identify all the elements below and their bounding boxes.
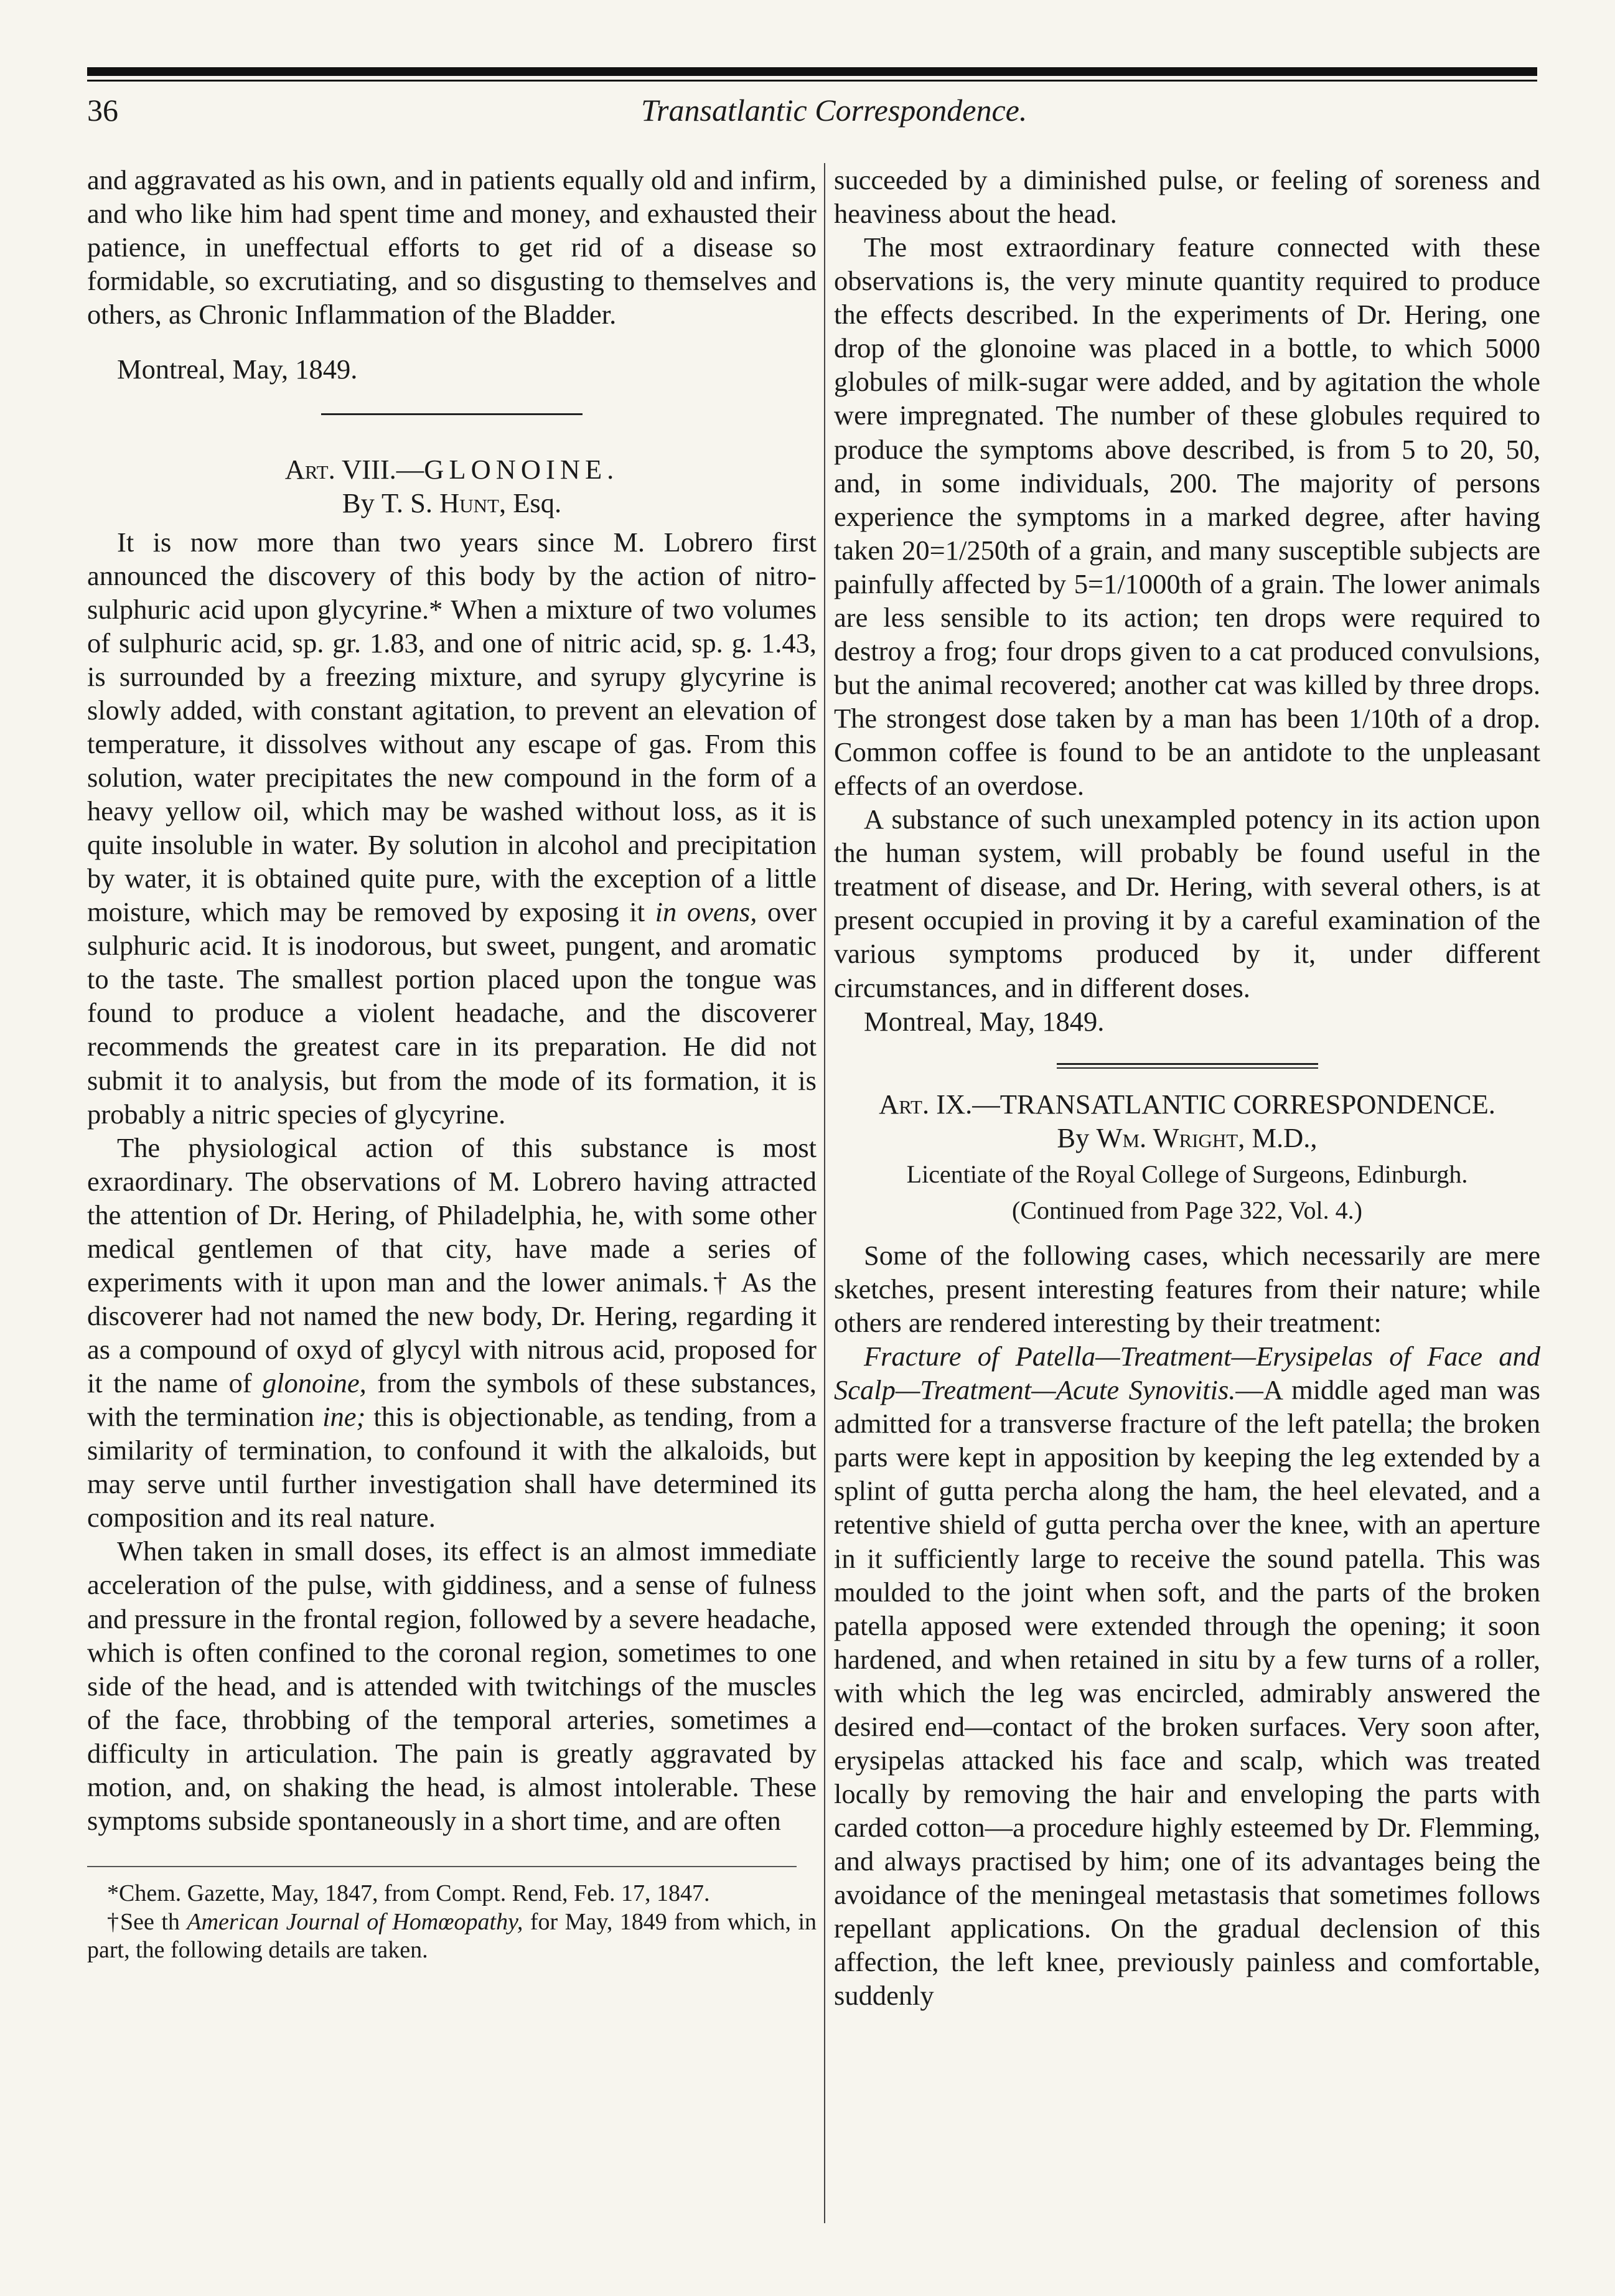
dateline: Montreal, May, 1849.: [864, 1005, 1105, 1037]
page-number: 36: [87, 93, 118, 128]
author-name: Wm. Wright: [1096, 1122, 1238, 1153]
byline-suffix: , Esq.: [499, 487, 562, 519]
byline-prefix: By: [342, 487, 382, 519]
byline-prefix: By: [1057, 1122, 1097, 1153]
fraction: 1/1000: [1103, 568, 1181, 599]
author-name: T. S. Hunt: [381, 487, 499, 519]
case-heading: Fracture of Patella—Treatment—Erysipelas of Face and Scalp—Treatment—Acute Synovitis.: [834, 1341, 1540, 1406]
header-rule: [87, 67, 1537, 76]
article-heading: [87, 452, 817, 486]
footnote: [87, 1908, 817, 1965]
left-column: [87, 163, 817, 2223]
article-title: GLONOINE.: [424, 454, 619, 485]
article-separator: [321, 413, 583, 415]
text-run: for May, 1849 from which, in part, the following details are taken.: [87, 1908, 817, 1964]
paragraph: [834, 1339, 1540, 2012]
text-run: from the symbols of these substances, with the termination: [87, 1367, 817, 1433]
paragraph: A substance of such unexampled potency in its action upon the human system, will probably be found useful in the treatment of disease, and Dr. Hering, with several others, is at present occupied in proving it by a careful examination of the various symptoms produced by it, under different circumstances, and in different doses.: [834, 804, 1540, 1003]
byline: [834, 1121, 1540, 1155]
text-run: It is now more than two years since M. Lobrero first announced the discovery of this body by the action of nitro-sulphuric acid upon glycyrine.* When a mixture of two volumes of sulphuric acid, sp. gr. 1.83, and one of nitric acid, sp. g. 1.43, is surrounded by a freezing mixture, and syrupy glycyrine is slowly added, with constant agitation, to prevent an elevation of temperature, it dissolves without any escape of gas. From this solution, water precipitates the new compound in the form of a heavy yellow oil, which may be washed without loss, as it is quite insoluble in water. By solution in alcohol and precipitation by water, it is obtained quite pure, with the exception of a little moisture, which may be removed by exposing it: [87, 526, 817, 928]
header-rule-thin: [87, 80, 1537, 82]
article-label: Art. VIII.—: [284, 454, 424, 485]
continued-note: (Continued from Page 322, Vol. 4.): [1012, 1196, 1362, 1225]
text-run: th of a grain, and many susceptible subjects are painfully affected by 5=: [834, 534, 1540, 599]
article-separator: [1057, 1063, 1318, 1065]
paragraph: Some of the following cases, which necessarily are mere sketches, present interesting features from their nature; while others are rendered interesting by their treatment:: [834, 1239, 1540, 1339]
text-run: th of a drop. Common coffee is found to be an antidote to the unpleasant effects of an overdose.: [834, 703, 1540, 802]
italic-run: American Journal of Homœopathy,: [187, 1908, 523, 1935]
paragraph: succeeded by a diminished pulse, or feeling of soreness and heaviness about the head.: [834, 164, 1540, 230]
fraction: 1/10: [1348, 703, 1398, 734]
dateline: Montreal, May, 1849.: [117, 354, 358, 385]
paragraph: [87, 1131, 817, 1535]
article-heading: [834, 1087, 1540, 1121]
footnote: *Chem. Gazette, May, 1847, from Compt. Rend, Feb. 17, 1847.: [107, 1880, 710, 1906]
text-run: —A middle aged man was admitted for a transverse fracture of the left patella; the broken parts were kept in apposition by keeping the leg extended by a splint of gutta percha along the ham, the heel elevated, and a retentive shield of gutta percha over the knee, with an aperture in it sufficiently large to receive the sound patella. This was moulded to the joint when soft, and the parts of the broken patella apposed were extended through the opening; it soon hardened, and when retained in situ by a few turns of a roller, with which the leg was encircled, admirably answered the desired end—contact of the broken surfaces. Very soon after, erysipelas attacked his face and scalp, which was treated locally by removing the hair and enveloping the parts with carded cotton—a procedure highly esteemed by Dr. Flemming, and always practised by him; one of its advantages being the avoidance of the meningeal metastasis that sometimes follows repellant applications. On the gradual declension of this affection, the left knee, previously painless and comfortable, suddenly: [834, 1374, 1540, 2012]
article-title: TRANSATLANTIC CORRESPONDENCE.: [999, 1088, 1496, 1120]
italic-run: ine;: [322, 1401, 366, 1433]
paragraph: [87, 525, 817, 1131]
text-run: The physiological action of this substance is most exraordinary. The observations of M. Lobrero having attracted the attention of Dr. Hering, of Philadelphia, he, with some other medical gentlemen of that city, have made a series of experiments with it upon man and the lower animals.† As the discoverer had not named the new body, Dr. Hering, regarding it as a compound of oxyd of glycyl with nitrous acid, proposed for it the name of: [87, 1132, 817, 1399]
italic-run: in ovens,: [655, 896, 757, 928]
paragraph: and aggravated as his own, and in patients equally old and infirm, and who like him had spent time and money, and exhausted their patience, in uneffectual efforts to get rid of a disease so formidable, so excrutiating, and so disgusting to themselves and others, as Chronic Inflammation of the Bladder.: [87, 164, 817, 330]
text-run: th of a grain. The lower animals are less sensible to its action; ten drops were required to destroy a frog; four drops given to a cat produced convulsions, but the animal recovered; another cat was killed by three drops. The strongest dose taken by a man has been: [834, 568, 1540, 734]
text-run: over sulphuric acid. It is inodorous, but sweet, pungent, and aromatic to the taste. The smallest portion placed upon the tongue was found to produce a violent headache, and the discoverer recommends the greatest care in its preparation. He did not submit it to analysis, but from the mode of its formation, it is probably a nitric species of glycyrine.: [87, 896, 817, 1130]
footnote-rule: [87, 1866, 797, 1867]
text-run: †See th: [107, 1908, 180, 1935]
running-title: Transatlantic Correspondence.: [641, 93, 1028, 128]
italic-run: glonoine,: [262, 1367, 367, 1399]
text-run: The most extraordinary feature connected with these observations is, the very minute quantity required to produce the effects described. In the experiments of Dr. Hering, one drop of the glonoine was placed in a bottle, to which 5000 globules of milk-sugar were added, and by agitation the whole were impregnated. The number of these globules required to produce the symptoms above described, is from 5 to 20, 50, and, in some individuals, 200. The majority of persons experience the symptoms in a marked degree, after having taken 20=: [834, 232, 1540, 566]
text-run: this is objectionable, as tending, from a similarity of termination, to confound it with the alkaloids, but may serve until further investigation shall have determined its composition and its real nature.: [87, 1401, 817, 1534]
author-credentials: Licentiate of the Royal College of Surgeons, Edinburgh.: [906, 1160, 1468, 1188]
paragraph: When taken in small doses, its effect is an almost immediate acceleration of the pulse, with giddiness, and a sense of fulness and pressure in the frontal region, followed by a severe headache, which is often confined to the coronal region, sometimes to one side of the head, and is attended with twitchings of the muscles of the face, throbbing of the temporal arteries, sometimes a difficulty in articulation. The pain is greatly aggravated by motion, and, on shaking the head, is almost intolerable. These symptoms subside spontaneously in a short time, and are often: [87, 1535, 817, 1836]
fraction: 1/250: [945, 534, 1009, 566]
byline: [87, 486, 817, 520]
byline-suffix: , M.D.,: [1238, 1122, 1318, 1153]
right-column: [834, 163, 1540, 2223]
article-separator-thin: [1057, 1067, 1318, 1069]
column-divider: [824, 163, 825, 2223]
paragraph: [834, 230, 1540, 802]
article-label: Art. IX.—: [879, 1088, 1000, 1120]
